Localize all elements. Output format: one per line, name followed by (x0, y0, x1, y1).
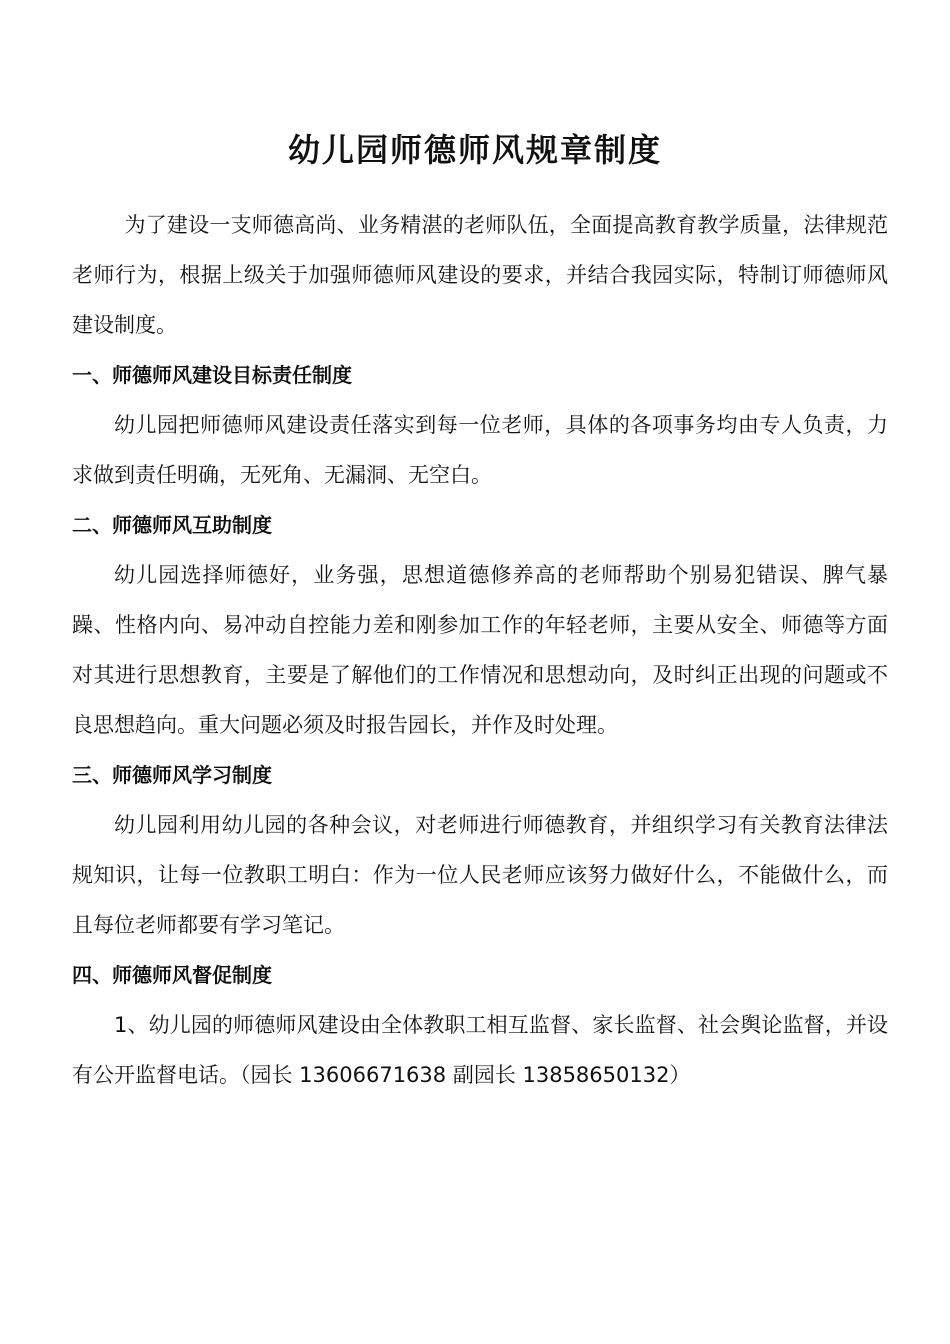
section-4 (72, 950, 888, 1100)
section-heading: 一、师德师风建设目标责任制度 (72, 363, 352, 387)
section-heading: 四、师德师风督促制度 (72, 963, 272, 987)
section-paragraph: 1、幼儿园的师德师风建设由全体教职工相互监督、家长监督、社会舆论监督，并设有公开监督电话。（园长 13606671638 副园长 13858650132） (72, 1013, 888, 1087)
intro-paragraph: 为了建设一支师德高尚、业务精湛的老师队伍，全面提高教育教学质量，法律规范老师行为，根据上级关于加强师德师风建设的要求，并结合我园实际，特制订师德师风建设制度。 (72, 213, 888, 337)
document-title: 幼儿园师德师风规章制度 (287, 131, 662, 169)
section-paragraph: 幼儿园把师德师风建设责任落实到每一位老师，具体的各项事务均由专人负责，力求做到责任明确，无死角、无漏洞、无空白。 (72, 413, 888, 487)
section-heading: 三、师德师风学习制度 (72, 763, 272, 787)
section-3 (72, 750, 888, 950)
document-body (72, 200, 888, 1100)
section-paragraph: 幼儿园选择师德好，业务强，思想道德修养高的老师帮助个别易犯错误、脾气暴躁、性格内向、易冲动自控能力差和刚参加工作的年轻老师，主要从安全、师德等方面对其进行思想教育，主要是了解他们的工作情况和思想动向，及时纠正出现的问题或不良思想趋向。重大问题必须及时报告园长，并作及时处理。 (72, 563, 888, 737)
section-paragraph: 幼儿园利用幼儿园的各种会议，对老师进行师德教育，并组织学习有关教育法律法规知识，让每一位教职工明白：作为一位人民老师应该努力做好什么，不能做什么，而且每位老师都要有学习笔记。 (72, 813, 888, 937)
section-2 (72, 500, 888, 750)
section-heading: 二、师德师风互助制度 (72, 513, 272, 537)
section-1 (72, 350, 888, 500)
